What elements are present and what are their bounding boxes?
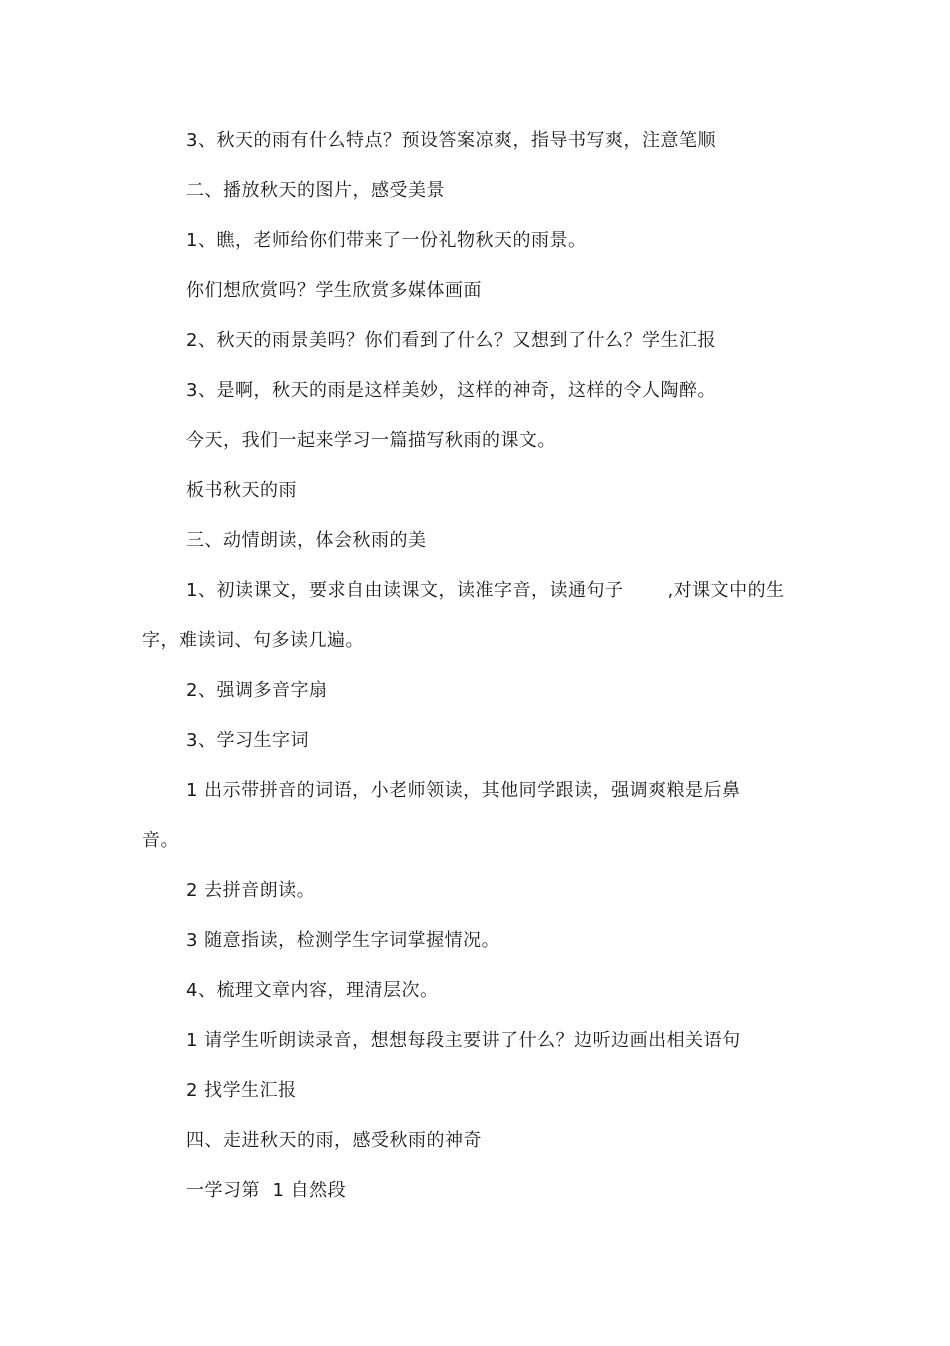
section-heading: 四、走进秋天的雨，感受秋雨的神奇 bbox=[186, 1130, 482, 1151]
paragraph-line: 1 请学生听朗读录音，想想每段主要讲了什么？边听边画出相关语句 bbox=[186, 1030, 741, 1051]
paragraph-line: 2 去拼音朗读。 bbox=[186, 880, 316, 901]
paragraph-line: 3、是啊，秋天的雨是这样美妙，这样的神奇，这样的令人陶醉。 bbox=[186, 380, 716, 401]
paragraph-line-start: 1、初读课文，要求自由读课文，读准字音，读通句子 bbox=[186, 580, 624, 601]
paragraph-continuation: 音。 bbox=[142, 830, 179, 851]
paragraph-line-end: ,对课文中的生 bbox=[667, 580, 785, 601]
paragraph-line: 你们想欣赏吗？学生欣赏多媒体画面 bbox=[186, 280, 482, 301]
paragraph-line: 3、学习生字词 bbox=[186, 730, 309, 751]
paragraph-continuation: 字，难读词、句多读几遍。 bbox=[142, 630, 364, 651]
paragraph-line: 2、强调多音字扇 bbox=[186, 680, 328, 701]
section-heading: 二、播放秋天的图片，感受美景 bbox=[186, 180, 445, 201]
section-heading: 三、动情朗读，体会秋雨的美 bbox=[186, 530, 427, 551]
paragraph-line: 2 找学生汇报 bbox=[186, 1080, 297, 1101]
paragraph-line: 板书秋天的雨 bbox=[186, 480, 297, 501]
paragraph-line: 2、秋天的雨景美吗？你们看到了什么？又想到了什么？学生汇报 bbox=[186, 330, 716, 351]
paragraph-line: 4、梳理文章内容，理清层次。 bbox=[186, 980, 439, 1001]
paragraph-line: 今天，我们一起来学习一篇描写秋雨的课文。 bbox=[186, 430, 556, 451]
paragraph-line: 1、瞧，老师给你们带来了一份礼物秋天的雨景。 bbox=[186, 230, 587, 251]
paragraph-line: 3、秋天的雨有什么特点？预设答案凉爽，指导书写爽，注意笔顺 bbox=[186, 130, 716, 151]
paragraph-line bbox=[186, 579, 785, 603]
paragraph-line: 一学习第 1 自然段 bbox=[186, 1180, 347, 1201]
paragraph-line: 1 出示带拼音的词语，小老师领读，其他同学跟读，强调爽粮是后鼻 bbox=[186, 780, 741, 801]
paragraph-line: 3 随意指读，检测学生字词掌握情况。 bbox=[186, 930, 501, 951]
